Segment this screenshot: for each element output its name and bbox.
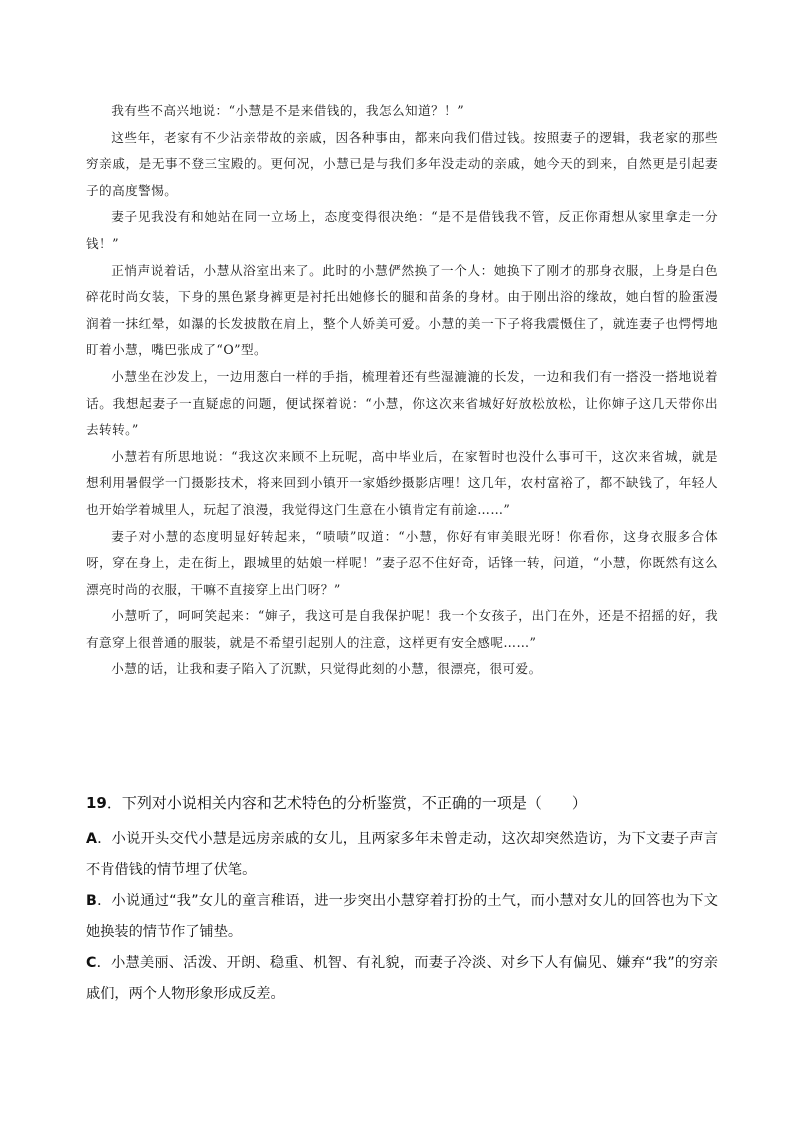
story-paragraph-9: 小慧的话，让我和妻子陷入了沉默，只觉得此刻的小慧，很漂亮，很可爱。 xyxy=(111,661,542,677)
story-paragraph-1: 我有些不高兴地说：“小慧是不是来借钱的，我怎么知道？！” xyxy=(111,103,465,118)
story-paragraph-5: 小慧坐在沙发上，一边用葱白一样的手指，梳理着还有些湿漉漉的长发，一边和我们有一搭没一搭地说着话。我想起妻子一直疑虑的问题，便试探着说：“小慧，你这次来省城好好放松放松，让你婶子这几天带你出去转转。” xyxy=(86,368,718,438)
question-text: ．下列对小说相关内容和艺术特色的分析鉴赏，不正确的一项是（ ） xyxy=(106,794,587,812)
story-paragraph-4: 正悄声说着话，小慧从浴室出来了。此时的小慧俨然换了一个人：她换下了刚才的那身衣服，上身是白色碎花时尚女装，下身的黑色紧身裤更是衬托出她修长的腿和苗条的身材。由于刚出浴的缘故，她白皙的脸蛋漫润着一抹红晕，如瀑的长发披散在肩上，整个人娇美可爱。小慧的美一下子将我震慑住了，就连妻子也愕愕地盯着小慧，嘴巴张成了“O”型。 xyxy=(86,262,718,358)
option-b-text: ．小说通过“我”女儿的童言稚语，进一步突出小慧穿着打扮的土气，而小慧对女儿的回答也为下文她换装的情节作了铺垫。 xyxy=(86,893,718,940)
option-c-text: ．小慧美丽、活泼、开朗、稳重、机智、有礼貌，而妻子冷淡、对乡下人有偏见、嫌弃“我”的穷亲戚们，两个人物形象形成反差。 xyxy=(86,955,718,1002)
question-stem xyxy=(86,788,718,818)
option-b xyxy=(86,886,718,948)
option-a xyxy=(86,824,718,886)
question-number: 19 xyxy=(86,794,107,812)
story-paragraph-8: 小慧听了，呵呵笑起来：“婶子，我这可是自我保护呢！我一个女孩子，出门在外，还是不招摇的好，我有意穿上很普通的服装，就是不希望引起别人的注意，这样更有安全感呢……” xyxy=(86,608,718,650)
option-b-letter: B xyxy=(86,893,97,909)
story-paragraph-6: 小慧若有所思地说：“我这次来顾不上玩呢，高中毕业后，在家暂时也没什么事可干，这次来省城，就是想利用暑假学一门摄影技术，将来回到小镇开一家婚纱摄影店哩！这几年，农村富裕了，都不缺钱了，年轻人也开始学着城里人，玩起了浪漫，我觉得这门生意在小镇肯定有前途……” xyxy=(86,448,718,517)
option-a-text: ．小说开头交代小慧是远房亲戚的女儿，且两家多年未曾走动，这次却突然造访，为下文妻子声言不肯借钱的情节埋了伏笔。 xyxy=(86,831,718,878)
question-block xyxy=(86,788,718,1010)
story-paragraph-2: 这些年，老家有不少沾亲带故的亲戚，因各种事由，都来向我们借过钱。按照妻子的逻辑，我老家的那些穷亲戚，是无事不登三宝殿的。更何况，小慧已是与我们多年没走动的亲戚，她今天的到来，自然更是引起妻子的高度警惕。 xyxy=(86,129,718,198)
story-excerpt xyxy=(86,98,718,683)
option-a-letter: A xyxy=(86,831,97,847)
story-paragraph-3: 妻子见我没有和她站在同一立场上，态度变得很决绝：“是不是借钱我不管，反正你甭想从家里拿走一分钱！” xyxy=(86,209,718,251)
option-c xyxy=(86,948,718,1010)
option-c-letter: C xyxy=(86,955,97,971)
story-paragraph-7: 妻子对小慧的态度明显好转起来，“啧啧”叹道：“小慧，你好有审美眼光呀！你看你，这身衣服多合体呀，穿在身上，走在街上，跟城里的姑娘一样呢！”妻子忍不住好奇，话锋一转，问道，“小慧，你既然有这么漂亮时尚的衣服，干嘛不直接穿上出门呀？” xyxy=(86,528,718,597)
